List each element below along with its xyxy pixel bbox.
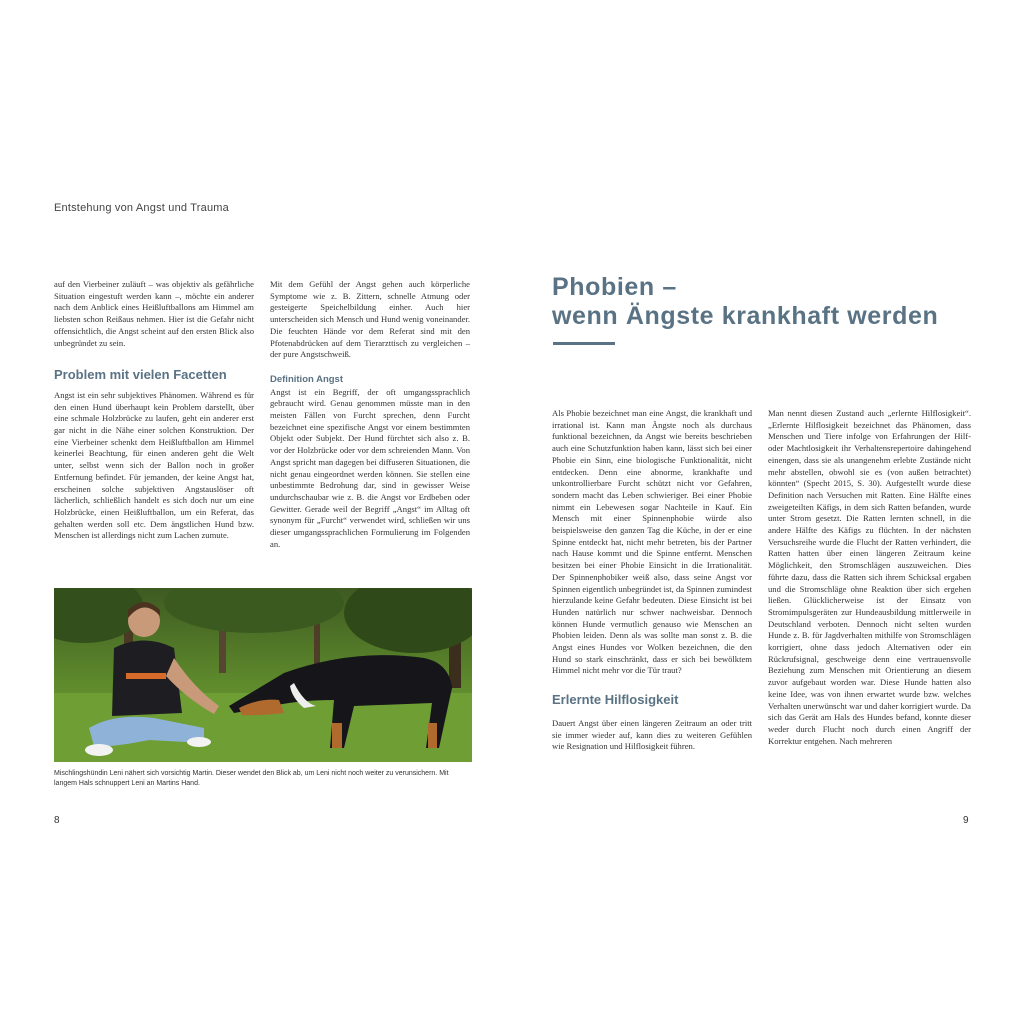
paragraph: Angst ist ein Begriff, der oft umgangssprachlich gebraucht wird. Genau genommen müsste man in den meisten Fällen von Furcht sprechen, denn Furcht bezeichnet eine spezifische Angst vor einem bestimmten Objekt oder Subjekt. Der Hund fürchtet sich also z. B. vor der Holzbrücke oder vor dem schreienden Mann. Von Angst spricht man dagegen bei diffuseren Situationen, die nicht genau eingeordnet werden können. Sie stellen eine unbestimmte Bedrohung dar, sind in gewisser Weise undurchschaubar wie z. B. die Angst vor Erdbeben oder Gewitter. Gerade weil der Begriff „Angst“ im Alltag oft synonym für „Furcht“ verwendet wird, schließen wir uns dieser umgangssprachlichen Formulierung im Folgenden an. [270,386,470,549]
paragraph: Mit dem Gefühl der Angst gehen auch körperliche Symptome wie z. B. Zittern, schnelle Atmung oder gesteigerte Speichelbildung einher. Auch hier unterscheiden sich Mensch und Hund wenig voneinander. Die feuchten Hände vor dem Referat sind mit den Pfotenabdrücken auf dem Tierarzttisch zu vergleichen – der pure Angstschweiß. [270,279,470,360]
photo-illustration [54,588,472,762]
section-heading: Problem mit vielen Facetten [54,367,227,383]
photo-caption: Mischlingshündin Leni nähert sich vorsichtig Martin. Dieser wendet den Blick ab, um Leni nicht noch weiter zu verunsichern. Mit langem Hals schnuppert Leni an Martins Hand. [54,770,449,787]
section-heading: Erlernte Hilflosigkeit [552,692,679,708]
paragraph: auf den Vierbeiner zuläuft – was objektiv als gefährliche Situation eingestuft werden kann –, möchte ein anderer nach dem Anblick eines Heißluftballons am Himmel am liebsten schon Reißaus nehmen. Hier ist die Gefahr nicht offensichtlich, die Angst scheint auf den ersten Blick also unbegründet zu sein. [54,279,254,348]
paragraph: Als Phobie bezeichnet man eine Angst, die krankhaft und irrational ist. Kann man Ängste noch als durchaus funktional bezeichnen, da Angst wie bereits beschrieben auch eine Schutzfunktion haben kann, lässt sich bei einer Phobie ein Sinn, eine biologische Funktionalität, nicht entdecken. Denn eine abnorme, krankhafte und unkontrollierbare Furcht schützt nicht vor Gefahren, sondern macht das Leben schwieriger. Bei einer Phobie nimmt ein Lebewesen sogar Nachteile in Kauf. Ein Mensch mit einer Spinnenphobie würde also beispielsweise den ganzen Tag die Küche, in der er eine Spinne entdeckt hat, nicht mehr betreten, bis der Partner nach Hause kommt und die Spinne entfernt. Menschen besitzen bei einer Phobie Einsicht in die Irrationalität. Der Spinnenphobiker weiß also, dass seine Angst vor Spinnen eigentlich unbegründet ist, da Spinnen zumindest hierzulande keine Gefahr bedeuten. Diese Einsicht ist bei Hunden natürlich nur schwer nachweisbar. Dennoch können Hunde vermutlich genauso wie Menschen an Phobien leiden. Denn als was sollte man sonst z. B. die Angst eines Hundes vor Wolken bezeichnen, die den Hund so stark einschränkt, dass er sich bei bewölktem Himmel nicht mehr vor die Tür traut? [552,408,752,676]
left-column-1 [54,279,254,542]
page-number-left: 8 [54,815,60,826]
photo-man-and-dog [54,588,472,762]
subsection-heading: Definition Angst [270,373,343,385]
chapter-title [552,273,938,331]
right-column-1 [552,408,752,753]
paragraph: Dauert Angst über einen längeren Zeitraum an oder tritt sie immer wieder auf, kann dies zu weiteren Gefühlen wie Resignation und Hilflosigkeit führen. [552,717,752,752]
running-head: Entstehung von Angst und Trauma [54,202,229,214]
right-column-2 [768,408,971,747]
left-column-2 [270,279,470,550]
page-number-right: 9 [963,815,969,826]
chapter-title-line-2: wenn Ängste krankhaft werden [552,302,939,330]
chapter-title-line-1: Phobien – [552,273,677,301]
paragraph: Man nennt diesen Zustand auch „erlernte Hilflosigkeit“. „Erlernte Hilflosigkeit bezeichnet das Phänomen, dass Menschen und Tiere infolge von Erfahrungen der Hilf- oder Machtlosigkeit ihr Verhaltensrepertoire dahingehend einengen, dass sie als unangenehm erlebte Zustände nicht mehr abstellen, obwohl sie es (von außen betrachtet) könnten“ (Specht 2015, S. 30). Aufgestellt wurde diese Definition nach Versuchen mit Ratten. Eine Hälfte eines zweigeteilten Käfigs, in dem sich Ratten befanden, wurde unter Strom gesetzt. Die Ratten lernten schnell, in die andere Hälfte des Käfigs zu flüchten. In der nächsten Versuchsreihe wurde die Flucht der Ratten verhindert, die Ratten hatten über einen längeren Zeitraum keine Möglichkeit, den Stromschlägen auszuweichen. Dies führte dazu, dass die Ratten sich ihrem Schicksal ergaben und die Stromschläge ohne Reaktion über sich ergehen ließen. Glücklicherweise ist der Einsatz von Stromimpulsgeräten zur Hundeausbildung mittlerweile in Deutschland verboten. Dennoch nicht selten wurden Hunde z. B. für Jagdverhalten mithilfe von Stromschlägen korrigiert, ohne dass jedoch Alternativen oder ein Rückrufsignal, geschweige denn eine vertrauensvolle Beziehung zum Menschen mit Orientierung an diesem zuvor aufgebaut worden war. Diese Hunde hatten also keine Idee, was von ihnen erwartet wurde bzw. welches Verhalten unerwünscht war und daher korrigiert wurde. Da sich das Gerät am Hals des Hundes befand, konnte dieser weder durch Flucht noch durch einen Angriff der Korrektur entgehen. Nach mehreren [768,408,971,746]
title-underline [553,342,615,345]
paragraph: Angst ist ein sehr subjektives Phänomen. Während es für den einen Hund überhaupt kein Problem darstellt, über eine schmale Holzbrücke zu laufen, geht ein anderer erst gar nicht in die Nähe einer solchen Konstruktion. Der eine Vierbeiner schenkt dem Heißluftballon am Himmel keinerlei Beachtung, für einen anderen geht die Welt unter, selbst wenn sich der Ballon noch in großer Entfernung befindet. Für jemanden, der keine Angst hat, erscheinen solche subjektiven Angstauslöser oft lächerlich, schließlich handelt es sich doch nur um eine Holzbrücke, einen Heißluftballon, um ein Referat, das gehalten werden soll etc. Dem ängstlichen Hund bzw. Menschen ist allerdings nicht zum Lachen zumute. [54,389,254,541]
